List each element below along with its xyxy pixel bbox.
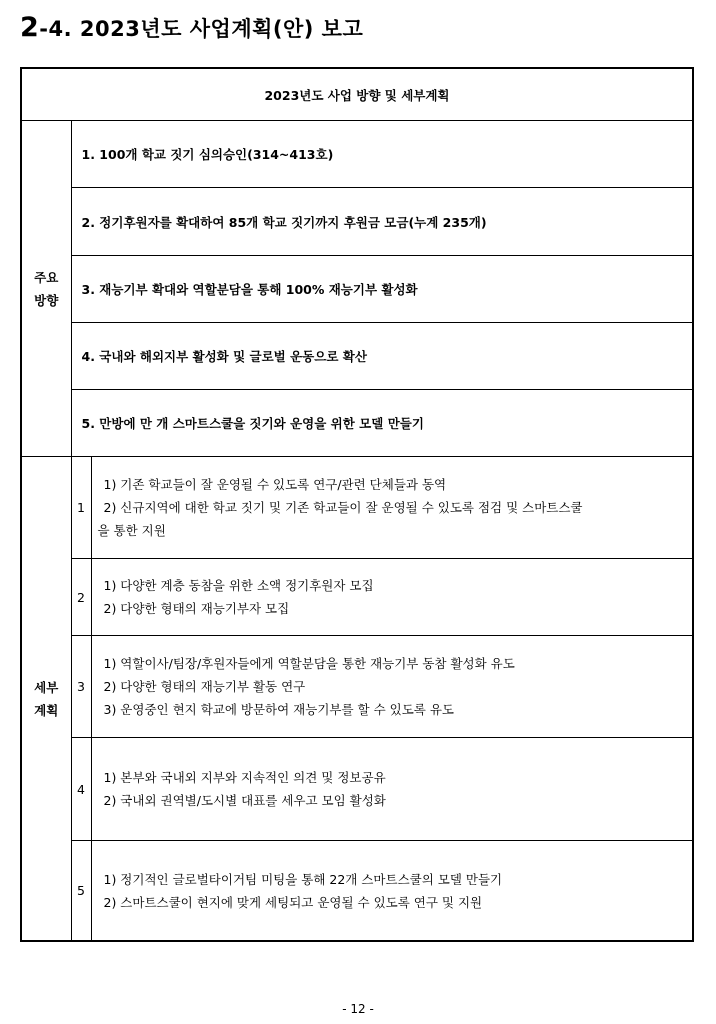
directions-label (21, 121, 71, 457)
direction-item: 3. 재능기부 확대와 역할분담을 통해 100% 재능기부 활성화 (71, 256, 693, 323)
directions-label-line2: 방향 (34, 292, 59, 308)
direction-item: 4. 국내와 해외지부 활성화 및 글로벌 운동으로 확산 (71, 323, 693, 390)
plan-detail (91, 559, 693, 636)
plan-detail (91, 738, 693, 841)
direction-item: 2. 정기후원자를 확대하여 85개 학교 짓기까지 후원금 모금(누계 235개) (71, 188, 693, 256)
plan-line: 1) 다양한 계층 동참을 위한 소액 정기후원자 모집 (103, 578, 374, 593)
page-title (20, 12, 363, 43)
plan-line: 2) 신규지역에 대한 학교 짓기 및 기존 학교들이 잘 운영될 수 있도록 점검 및 스마트스쿨 (103, 500, 583, 515)
plan-line: 2) 다양한 형태의 재능기부 활동 연구 (103, 679, 306, 694)
plan-line: 2) 다양한 형태의 재능기부자 모집 (103, 601, 290, 616)
plan-line: 1) 정기적인 글로벌타이거팀 미팅을 통해 22개 스마트스쿨의 모델 만들기 (103, 871, 503, 887)
plans-label (21, 457, 71, 942)
directions-label-line1: 주요 (34, 269, 59, 285)
plans-label-line2: 계획 (34, 702, 59, 718)
plan-line: 1) 기존 학교들이 잘 운영될 수 있도록 연구/관련 단체들과 동역 (103, 477, 447, 492)
plans-label-line1: 세부 (34, 679, 59, 695)
section-title: -4. 2023년도 사업계획(안) 보고 (39, 17, 364, 41)
plan-number: 1 (71, 457, 91, 559)
plan-detail (91, 636, 693, 738)
plan-line: 2) 스마트스쿨이 현지에 맞게 세팅되고 운영될 수 있도록 연구 및 지원 (103, 894, 483, 910)
plan-detail (91, 841, 693, 942)
plan-line: 을 통한 지원 (97, 523, 166, 538)
plan-number: 3 (71, 636, 91, 738)
section-number: 2 (20, 12, 40, 43)
plan-line: 1) 본부와 국내외 지부와 지속적인 의견 및 정보공유 (103, 770, 386, 785)
direction-item: 1. 100개 학교 짓기 심의승인(314~413호) (71, 121, 693, 188)
plan-line: 1) 역할이사/팀장/후원자들에게 역할분담을 통한 재능기부 동참 활성화 유도 (103, 656, 515, 671)
table-header: 2023년도 사업 방향 및 세부계획 (21, 68, 693, 121)
plan-number: 4 (71, 738, 91, 841)
direction-item: 5. 만방에 만 개 스마트스쿨을 짓기와 운영을 위한 모델 만들기 (71, 390, 693, 457)
plan-line: 2) 국내외 권역별/도시별 대표를 세우고 모임 활성화 (103, 793, 386, 808)
plan-detail (91, 457, 693, 559)
plan-table (20, 67, 694, 942)
plan-line: 3) 운영중인 현지 학교에 방문하여 재능기부를 할 수 있도록 유도 (103, 702, 454, 717)
page-number: - 12 - (342, 1002, 374, 1016)
plan-number: 5 (71, 841, 91, 942)
plan-number: 2 (71, 559, 91, 636)
